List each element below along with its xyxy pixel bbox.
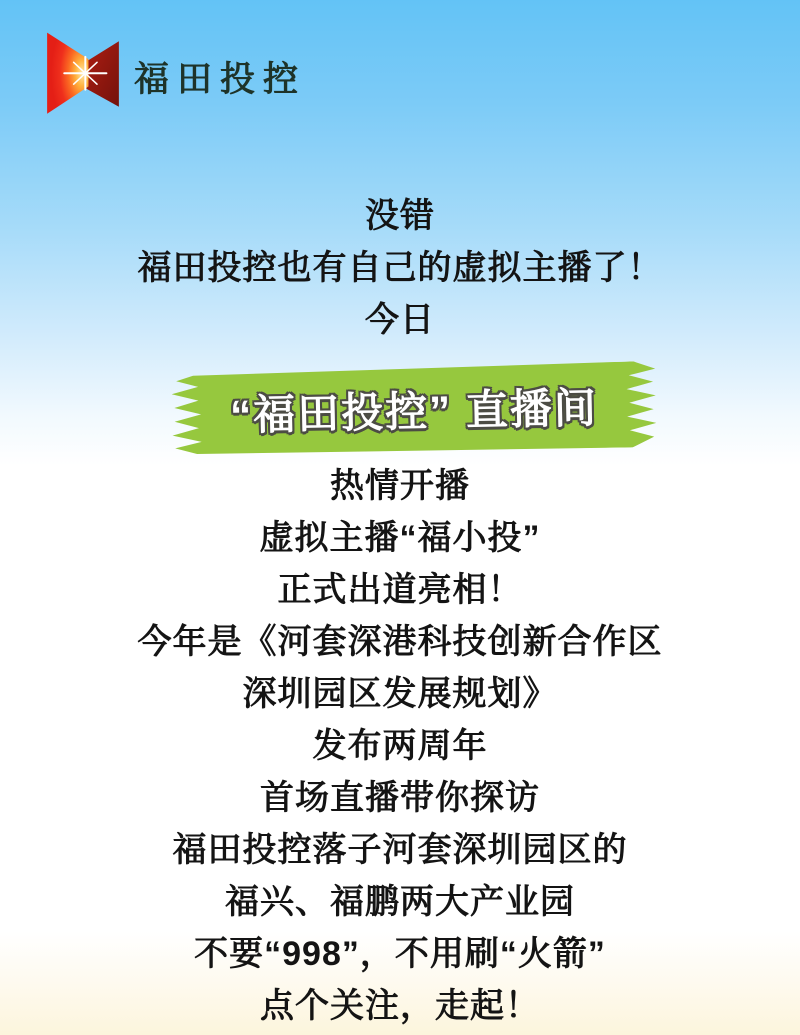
- body-line: 点个关注，走起！: [260, 987, 540, 1025]
- body-line: 热情开播: [330, 467, 470, 505]
- body-line: 虚拟主播“福小投”: [259, 519, 541, 557]
- intro-line: 今日: [365, 301, 435, 339]
- poster-copy: [0, 190, 800, 1032]
- body-line: 首场直播带你探访: [260, 779, 540, 817]
- body-line: 福田投控落子河套深圳园区的: [172, 831, 628, 869]
- body-line: 福兴、福鹏两大产业园: [225, 883, 575, 921]
- brand-name: 福田投控: [134, 60, 307, 99]
- live-room-banner: [171, 361, 657, 457]
- intro-line: 没错: [365, 197, 435, 235]
- futian-investment-logo-icon: [44, 30, 122, 118]
- body-line: 深圳园区发展规划》: [242, 675, 558, 713]
- live-room-banner-title: “福田投控” 直播间: [229, 384, 599, 439]
- body-line: 发布两周年: [312, 727, 488, 765]
- brand-header: [44, 30, 306, 118]
- body-line: 正式出道亮相！: [277, 571, 523, 609]
- intro-line: 福田投控也有自己的虚拟主播了！: [137, 249, 663, 287]
- body-line: 不要“998”，不用刷“火箭”: [194, 935, 606, 973]
- body-line: 今年是《河套深港科技创新合作区: [137, 623, 663, 661]
